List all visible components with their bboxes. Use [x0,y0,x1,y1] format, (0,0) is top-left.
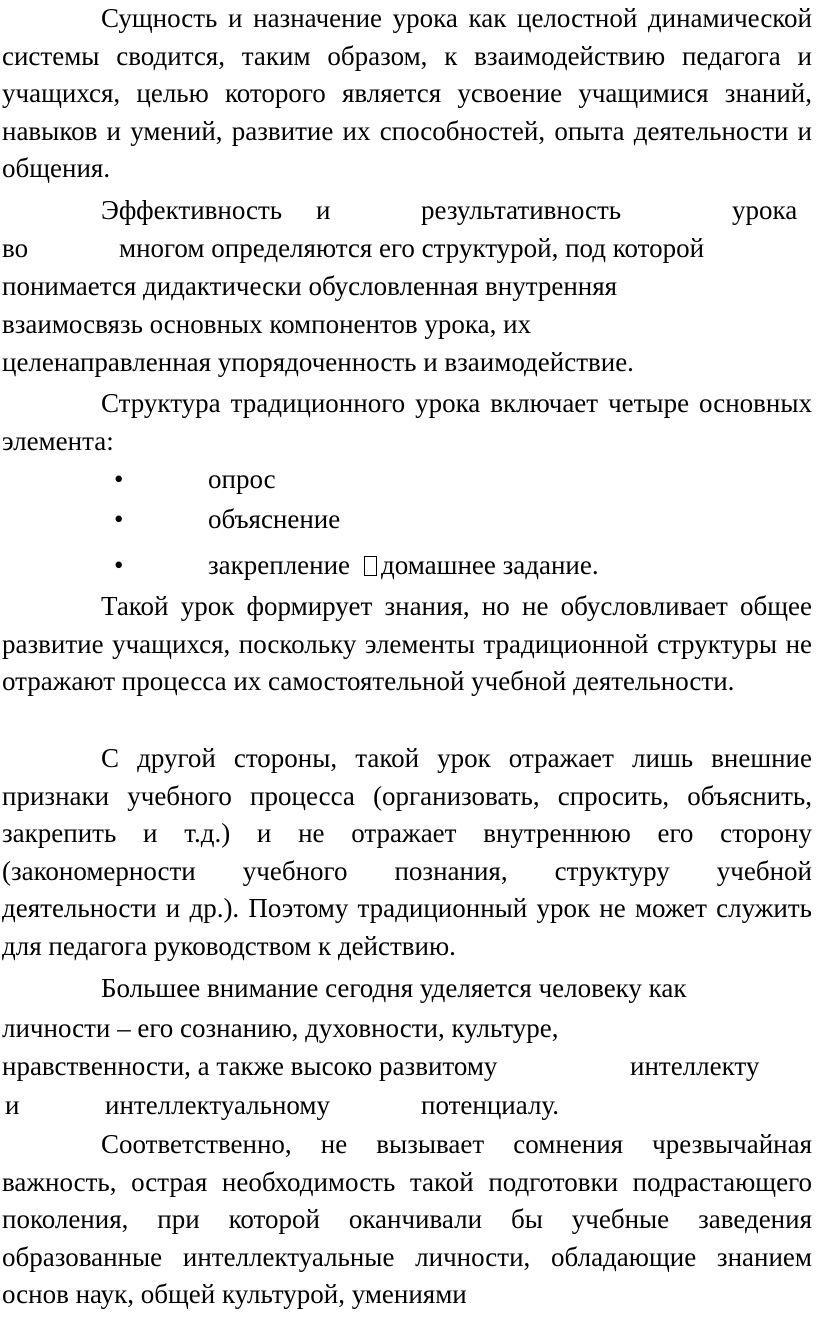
list-item-text-part: домашнее задание. [381,550,599,580]
word: урока [732,195,798,225]
bullet-icon: • [114,504,124,534]
paragraph-traditional-lesson: Такой урок формирует знания, но не обусловливает общее развитие учащихся, поскольку элементы традиционной структуры не отражают процесса их самостоятельной учебной деятельности. [2,591,812,697]
missing-glyph-box-icon [364,556,377,576]
word: потенциалу. [421,1090,559,1120]
bullet-icon: • [114,464,124,494]
word: интеллектуальному [105,1090,330,1120]
list-item-text [208,547,599,585]
paragraph-structure-intro: Структура традиционного урока включает четыре основных элемента: [2,388,812,456]
paragraph-effectiveness-line-5: целенаправленная упорядоченность и взаимодействие. [2,347,634,377]
bullet-icon: • [114,550,124,580]
paragraph-effectiveness-line-3: понимается дидактически обусловленная внутренняя [2,271,618,301]
text-segment: многом определяются его структурой, под которой [119,233,705,263]
text-segment: Большее внимание сегодня уделяется человеку как [101,973,687,1003]
paragraph-attention-line-2: личности – его сознанию, духовности, культуре, [2,1013,559,1043]
list-item-text: объяснение [208,504,341,534]
word: Эффективность [101,195,283,225]
word: и [316,195,331,225]
word: результативность [421,195,622,225]
paragraph-lesson-essence: Сущность и назначение урока как целостной динамической системы сводится, таким образом, к взаимодействию педагога и учащихся, целью которого является усвоение учащимися знаний, навыков и умений, развитие их способностей, опыта деятельности и общения. [2,3,812,184]
list-item-text: опрос [208,464,276,494]
word: и [5,1090,20,1120]
paragraph-consequently: Соответственно, не вызывает сомнения чрезвычайная важность, острая необходимость такой подготовки подрастающего поколения, при которой оканчивали бы учебные заведения образованные интеллектуальные личности, обладающие знанием основ наук, общей культурой, умениями [2,1129,812,1310]
paragraph-effectiveness-line-4: взаимосвязь основных компонентов урока, их [2,309,532,339]
paragraph-attention-line-1 [2,970,686,1008]
list-item-text-part: закрепление [208,550,351,580]
paragraph-other-side: С другой стороны, такой урок отражает лишь внешние признаки учебного процесса (организовать, спросить, объяснить, закрепить и т.д.) и не отражает внутреннюю его сторону (закономерности учебного познания, структуру учебной деятельности и др.). Поэтому традиционный урок не может служить для педагога руководством к действию. [2,743,812,961]
word: интеллекту [630,1051,760,1081]
word: во [2,233,29,263]
text-segment: нравственности, а также высоко развитому [2,1051,498,1081]
